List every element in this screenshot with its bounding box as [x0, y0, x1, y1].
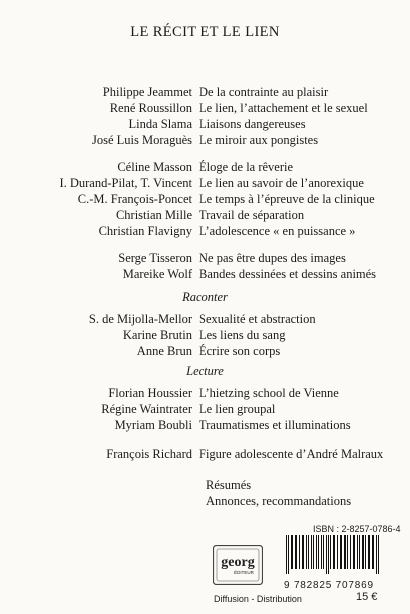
toc-group-2 [0, 159, 410, 239]
barcode-bars [284, 535, 392, 574]
toc-entry [0, 417, 410, 433]
toc-entry [0, 116, 410, 132]
isbn: ISBN : 2-8257-0786-4 [313, 524, 401, 534]
toc-entry [0, 191, 410, 207]
publisher-sub: ÉDITEUR [234, 570, 254, 575]
toc-entry [0, 84, 410, 100]
author: Christian Mille [115, 208, 192, 222]
publisher-name: georg [221, 555, 255, 570]
author: Myriam Boubli [114, 418, 192, 432]
distribution-label: Diffusion - Distribution [214, 594, 302, 604]
author: C.-M. François-Poncet [77, 192, 192, 206]
article-title: Les liens du sang [199, 328, 286, 342]
author: Linda Slama [128, 117, 192, 131]
author: François Richard [106, 447, 192, 461]
toc-entry [0, 207, 410, 223]
toc-entry [0, 343, 410, 359]
toc-entry [0, 266, 410, 282]
article-title: Ne pas être dupes des images [199, 251, 346, 265]
toc-entry [0, 311, 410, 327]
article-title: Sexualité et abstraction [199, 312, 316, 326]
author: René Roussillon [109, 101, 192, 115]
toc-group-3 [0, 250, 410, 282]
author: I. Durand-Pilat, T. Vincent [59, 176, 192, 190]
author: S. de Mijolla-Mellor [88, 312, 192, 326]
toc-entry [0, 250, 410, 266]
toc-entry [0, 175, 410, 191]
article-title: Éloge de la rêverie [199, 160, 294, 174]
toc-entry [0, 100, 410, 116]
price: 15 € [356, 591, 378, 603]
barcode [284, 535, 392, 591]
toc-entry [0, 401, 410, 417]
author: José Luis Moraguès [92, 133, 192, 147]
author: Régine Waintrater [101, 402, 192, 416]
article-title: Le miroir aux pongistes [199, 133, 319, 147]
author: Christian Flavigny [98, 224, 192, 238]
author: Anne Brun [136, 344, 192, 358]
toc-group-1 [0, 84, 410, 148]
article-title: De la contrainte au plaisir [199, 85, 329, 99]
toc-entry [0, 132, 410, 148]
article-title: Le lien groupal [199, 402, 276, 416]
article-title: Le lien au savoir de l’anorexique [199, 176, 364, 190]
toc-entry [0, 223, 410, 239]
extras-list [206, 477, 351, 509]
author: Philippe Jeammet [102, 85, 192, 99]
article-title: Le lien, l’attachement et le sexuel [199, 101, 368, 115]
article-title: Écrire son corps [199, 344, 281, 358]
page-title: LE RÉCIT ET LE LIEN [130, 24, 280, 40]
publisher-logo [213, 545, 263, 585]
article-title: Liaisons dangereuses [199, 117, 306, 131]
article-title: L’hietzing school de Vienne [199, 386, 339, 400]
toc-entry [0, 159, 410, 175]
author: Serge Tisseron [118, 251, 192, 265]
author: Mareike Wolf [122, 267, 192, 281]
article-title: L’adolescence « en puissance » [199, 224, 356, 238]
toc-entry [0, 385, 410, 401]
author: Florian Houssier [108, 386, 192, 400]
extras-item: Annonces, recommandations [206, 494, 352, 508]
barcode-number: 9 782825 707869 [284, 580, 374, 591]
article-title: Bandes dessinées et dessins animés [199, 267, 377, 281]
toc-entry [0, 446, 410, 462]
toc-group-raconter [0, 311, 410, 359]
article-title: Travail de séparation [199, 208, 305, 222]
article-title: Figure adolescente d’André Malraux [199, 447, 384, 461]
toc-entry [0, 327, 410, 343]
section-heading-lecture: Lecture [186, 364, 224, 378]
article-title: Le temps à l’épreuve de la clinique [199, 192, 375, 206]
author: Karine Brutin [122, 328, 192, 342]
extras-item: Résumés [206, 478, 252, 492]
author: Céline Masson [117, 160, 192, 174]
toc-group-final [0, 446, 410, 462]
article-title: Traumatismes et illuminations [199, 418, 351, 432]
toc-group-lecture [0, 385, 410, 433]
section-heading-raconter: Raconter [182, 290, 228, 304]
